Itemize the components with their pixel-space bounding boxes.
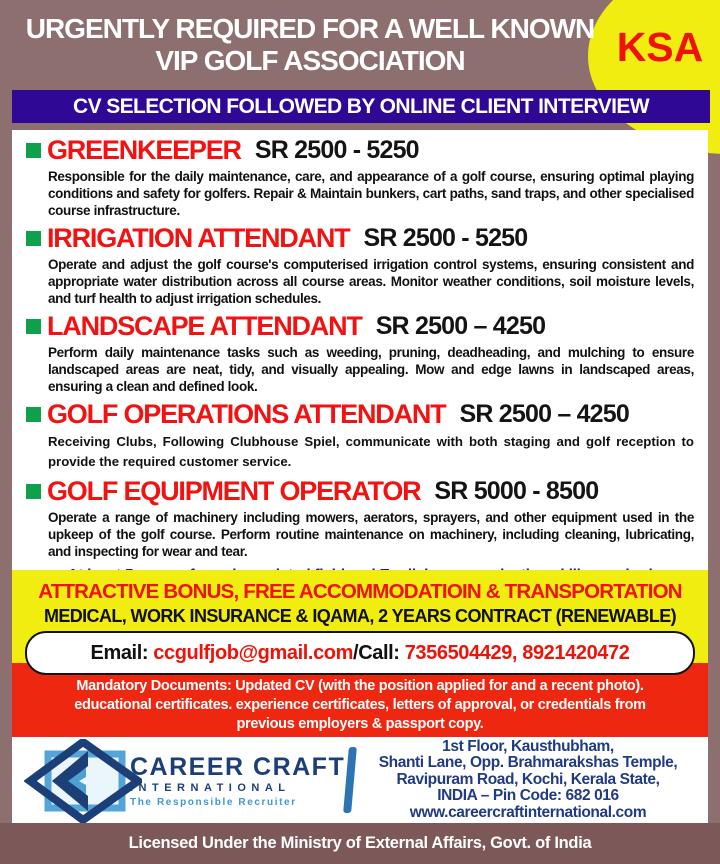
green-square-bullet-icon — [26, 319, 41, 334]
job-description: Operate a range of machinery including mowers, aerators, sprayers, and other equipment used in the upkeep of the golf course. Perform routine maintenance on machinery, including cleaning, lubricating, and inspecting for wear and tear. — [48, 510, 694, 559]
company-name: CAREER CRAFT — [130, 753, 346, 781]
call-label: Call: — [358, 641, 405, 664]
header — [0, 0, 720, 88]
cv-selection-banner: CV SELECTION FOLLOWED BY ONLINE CLIENT INTERVIEW — [12, 90, 710, 123]
license-bar — [0, 823, 720, 864]
ksa-ellipse-sliver — [713, 126, 720, 150]
job-description: Receiving Clubs, Following Clubhouse Spiel, communicate with both staging and golf reception to provide the required customer service. — [48, 434, 694, 469]
green-square-bullet-icon — [26, 484, 41, 499]
job-title: LANDSCAPE ATTENDANT — [47, 311, 362, 341]
career-craft-logo — [12, 738, 346, 822]
poster-title — [20, 13, 600, 77]
career-craft-logo-icon — [24, 739, 142, 823]
company-subname: INTERNATIONAL — [130, 782, 291, 794]
green-square-bullet-icon — [26, 143, 41, 158]
company-footer — [12, 737, 708, 823]
job-title: GREENKEEPER — [47, 135, 241, 165]
license-text: Licensed Under the Ministry of External Affairs, Govt. of India — [128, 834, 592, 852]
job-title-line — [26, 134, 694, 167]
mandatory-line2: educational certificates. experience certificates, letters of approval, or credentials from — [74, 697, 646, 713]
company-website: www.careercraftinternational.com — [409, 803, 647, 821]
job-title-line — [26, 398, 694, 431]
job-description: Operate and adjust the golf course's computerised irrigation control systems, ensuring consistent and appropriate water distribution across all course areas. Monitor weather conditions, soil moisture levels, and turf health to adjust irrigation schedules. — [48, 257, 694, 306]
address-line2: Shanti Lane, Opp. Brahmarakshas Temple, — [378, 754, 678, 772]
job-item-golf-operations-attendant — [26, 398, 694, 472]
job-salary: SR 2500 - 5250 — [363, 224, 528, 252]
job-item-irrigation-attendant — [26, 222, 694, 307]
job-title-line — [26, 222, 694, 255]
poster-title-line2: VIP GOLF ASSOCIATION — [155, 45, 465, 76]
address-line4: INDIA – Pin Code: 682 016 — [437, 787, 619, 805]
job-description: Responsible for the daily maintenance, care, and appearance of a golf course, ensuring optimal playing conditions and safety for golfers. Repair & Maintain bunkers, cart paths, sand traps, and other specialised course infrastructure. — [48, 169, 694, 218]
separator-slash: / — [353, 641, 359, 664]
green-square-bullet-icon — [26, 407, 41, 422]
job-salary: SR 2500 - 5250 — [254, 136, 419, 164]
company-address — [354, 739, 708, 822]
job-description: Perform daily maintenance tasks such as weeding, pruning, deadheading, and mulching to ensure landscaped areas are neat, tidy, and visually appealing. Mow and edge lawns in landscaped areas, ensuring a clean and defined look. — [48, 345, 694, 394]
contact-pill — [25, 631, 695, 675]
mandatory-line3: previous employers & passport copy. — [236, 716, 484, 732]
address-line1: 1st Floor, Kausthubham, — [442, 737, 614, 755]
job-title: GOLF EQUIPMENT OPERATOR — [47, 476, 421, 506]
email-label: Email: — [90, 641, 154, 664]
job-title: GOLF OPERATIONS ATTENDANT — [47, 399, 446, 429]
logo-text-block — [130, 753, 346, 809]
mandatory-line1: Mandatory Documents: Updated CV (with the position applied for and a recent photo). — [76, 678, 644, 694]
job-title-line — [26, 310, 694, 343]
job-title: IRRIGATION ATTENDANT — [47, 223, 350, 253]
country-badge: KSA — [616, 24, 704, 70]
job-salary: SR 2500 – 4250 — [459, 400, 629, 428]
promo-section — [12, 570, 708, 737]
job-item-golf-equipment-operator — [26, 475, 694, 560]
email-address: ccgulfjob@gmail.com — [153, 641, 354, 664]
banner-row — [0, 88, 720, 123]
address-line3: Ravipuram Road, Kochi, Kerala State, — [396, 770, 660, 788]
green-square-bullet-icon — [26, 231, 41, 246]
job-salary: SR 5000 - 8500 — [434, 477, 599, 505]
job-item-landscape-attendant — [26, 310, 694, 395]
benefits-line2: MEDICAL, WORK INSURANCE & IQAMA, 2 YEARS CONTRACT (RENEWABLE) — [43, 606, 677, 626]
job-listings — [12, 130, 708, 570]
poster-title-line1: URGENTLY REQUIRED FOR A WELL KNOWN — [25, 13, 595, 44]
job-title-line — [26, 475, 694, 508]
job-salary: SR 2500 – 4250 — [375, 312, 546, 340]
phone-numbers: 7356504429, 8921420472 — [404, 641, 630, 664]
benefits-line1: ATTRACTIVE BONUS, FREE ACCOMMODATIOIN & TRANSPORTATION — [38, 580, 682, 603]
job-item-greenkeeper — [26, 134, 694, 219]
company-tagline: The Responsible Recruiter — [130, 797, 297, 808]
